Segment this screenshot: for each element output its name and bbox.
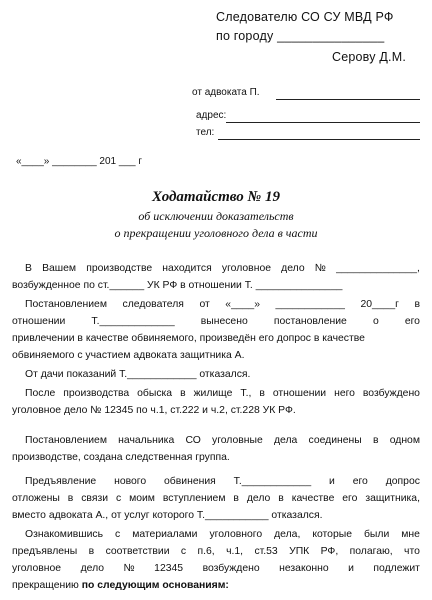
paragraph-5 — [12, 432, 420, 466]
word: соединены — [308, 435, 362, 446]
paragraph-4 — [12, 385, 420, 419]
word: с — [115, 529, 121, 540]
from-advocate-label: от адвоката П. — [192, 87, 260, 98]
word: привлечении в качестве обвиняемого, произведён его допрос в качестве — [12, 333, 365, 344]
word: уголовное дело № 12345 по ч.1, ст.222 и ч.2, ст.228 УК РФ. — [12, 405, 296, 416]
word: возбуждено — [362, 388, 420, 399]
word: с — [180, 546, 187, 557]
word: производства — [63, 388, 130, 399]
address-label: адрес: — [196, 110, 227, 121]
word: дело — [80, 563, 105, 574]
word: Т., — [240, 388, 252, 399]
address-line — [226, 122, 420, 123]
document-title: Ходатайство № 19 — [151, 189, 280, 205]
paragraph-line — [12, 577, 420, 594]
word: постановление — [273, 316, 347, 327]
word: предъявлены — [12, 546, 78, 557]
word: возбужденное по ст.______ УК РФ в отношении Т. _______________ — [12, 280, 343, 291]
word: дело — [246, 493, 271, 504]
word: производстве — [86, 263, 153, 274]
word: УПК — [289, 546, 310, 557]
paragraph-line — [12, 449, 420, 466]
word: в — [180, 388, 186, 399]
word: и — [348, 563, 354, 574]
paragraph-line — [12, 490, 420, 507]
word: подлежит — [373, 563, 420, 574]
word: материалами — [132, 529, 198, 540]
word: Т._____________ — [91, 316, 175, 327]
paragraph-line — [12, 277, 420, 294]
word: нового — [114, 476, 147, 487]
addressee-name: Серову Д.М. — [332, 50, 406, 64]
paragraph-line — [12, 366, 420, 383]
paragraph-line — [12, 432, 420, 449]
paragraph-line — [12, 313, 420, 330]
word: с — [115, 493, 122, 504]
paragraph-line — [12, 560, 420, 577]
word: От дачи показаний Т.____________ отказался. — [25, 369, 251, 380]
word: которые — [312, 529, 352, 540]
word: качестве — [291, 493, 335, 504]
word: ____________ — [275, 299, 345, 310]
word: уголовное — [221, 263, 272, 274]
word: 12345 — [154, 563, 184, 574]
from-advocate-line — [276, 99, 420, 100]
word: ст.53 — [254, 546, 278, 557]
word: дела, — [274, 529, 301, 540]
word: обвинения — [164, 476, 216, 487]
word: дела — [273, 435, 298, 446]
word: Т.____________ — [233, 476, 312, 487]
word: уголовного — [209, 529, 263, 540]
word: обвиняемого с участием адвоката защитника А. — [12, 350, 245, 361]
bold-conclusion: по следующим основаниям: — [78, 580, 229, 591]
word: его — [342, 493, 358, 504]
word: начальника — [118, 435, 175, 446]
word: «____» — [225, 299, 260, 310]
word: Вашем — [42, 263, 77, 274]
word: возбуждено — [202, 563, 260, 574]
addressee-line-1: Следователю СО СУ МВД РФ — [216, 10, 394, 24]
word: связи — [81, 493, 109, 504]
word: СО — [185, 435, 201, 446]
word: в — [414, 299, 420, 310]
word: что — [404, 546, 420, 557]
word: 20____г — [360, 299, 399, 310]
word: производстве, создана следственная группа. — [12, 452, 230, 463]
word: мне — [401, 529, 420, 540]
paragraph-line — [12, 526, 420, 543]
word: и — [329, 476, 335, 487]
word: жилище — [193, 388, 233, 399]
paragraph-line — [12, 543, 420, 560]
word: полагаю, — [349, 546, 393, 557]
word: в — [278, 493, 284, 504]
word: в — [259, 388, 265, 399]
word: ч.1, — [226, 546, 244, 557]
paragraph-line — [12, 296, 420, 313]
word: отношении — [272, 388, 327, 399]
addressee-line-2: по городу _______________ — [216, 29, 385, 43]
word: № — [314, 263, 326, 274]
word: отложены — [12, 493, 60, 504]
phone-line — [218, 139, 420, 140]
word: о — [372, 316, 379, 327]
document-subtitle-1: об исключении доказательств — [138, 209, 294, 223]
paragraph-line — [12, 507, 420, 524]
paragraph-3 — [12, 366, 420, 383]
word: РФ, — [320, 546, 339, 557]
word: Постановлением — [25, 435, 107, 446]
document-subtitle-2: о прекращении уголовного дела в части — [114, 226, 318, 240]
paragraph-line — [12, 402, 420, 419]
word: в — [67, 493, 74, 504]
paragraph-1 — [12, 260, 420, 294]
word: В — [25, 263, 32, 274]
paragraph-6 — [12, 473, 420, 524]
word: были — [363, 529, 390, 540]
word: вместо адвоката А., от услуг которого Т.___________ отказался. — [12, 510, 323, 521]
word: вступлением — [162, 493, 226, 504]
word: уголовное — [12, 563, 62, 574]
word: защитника, — [365, 493, 420, 504]
word: соответствии — [105, 546, 170, 557]
word: незаконно — [279, 563, 329, 574]
word: в — [88, 546, 95, 557]
word: прекращению — [12, 580, 79, 591]
word: Ознакомившись — [25, 529, 104, 540]
word: в — [233, 493, 239, 504]
phone-label: тел: — [196, 127, 215, 138]
word: После — [25, 388, 56, 399]
word: его — [352, 476, 368, 487]
paragraph-line — [12, 385, 420, 402]
document-date: «____» ________ 201 ___ г — [16, 156, 142, 167]
word: Постановлением — [25, 299, 107, 310]
word: него — [334, 388, 355, 399]
paragraph-line — [12, 260, 420, 277]
word: моим — [129, 493, 155, 504]
word: его — [404, 316, 420, 327]
word: № — [123, 563, 135, 574]
word: находится — [162, 263, 212, 274]
word: ______________, — [336, 263, 420, 274]
word: уголовные — [212, 435, 263, 446]
word: дело — [281, 263, 305, 274]
word: в — [372, 435, 379, 446]
paragraph-line — [12, 473, 420, 490]
paragraph-2 — [12, 296, 420, 364]
word: отношении — [12, 316, 66, 327]
word: одном — [389, 435, 420, 446]
word: следователя — [122, 299, 184, 310]
word: обыска — [137, 388, 173, 399]
paragraph-line — [12, 330, 420, 347]
paragraph-7 — [12, 526, 420, 594]
word: допрос — [385, 476, 420, 487]
word: вынесено — [200, 316, 248, 327]
word: Предъявление — [25, 476, 97, 487]
paragraph-line — [12, 347, 420, 364]
word: от — [199, 299, 210, 310]
word: п.6, — [197, 546, 215, 557]
